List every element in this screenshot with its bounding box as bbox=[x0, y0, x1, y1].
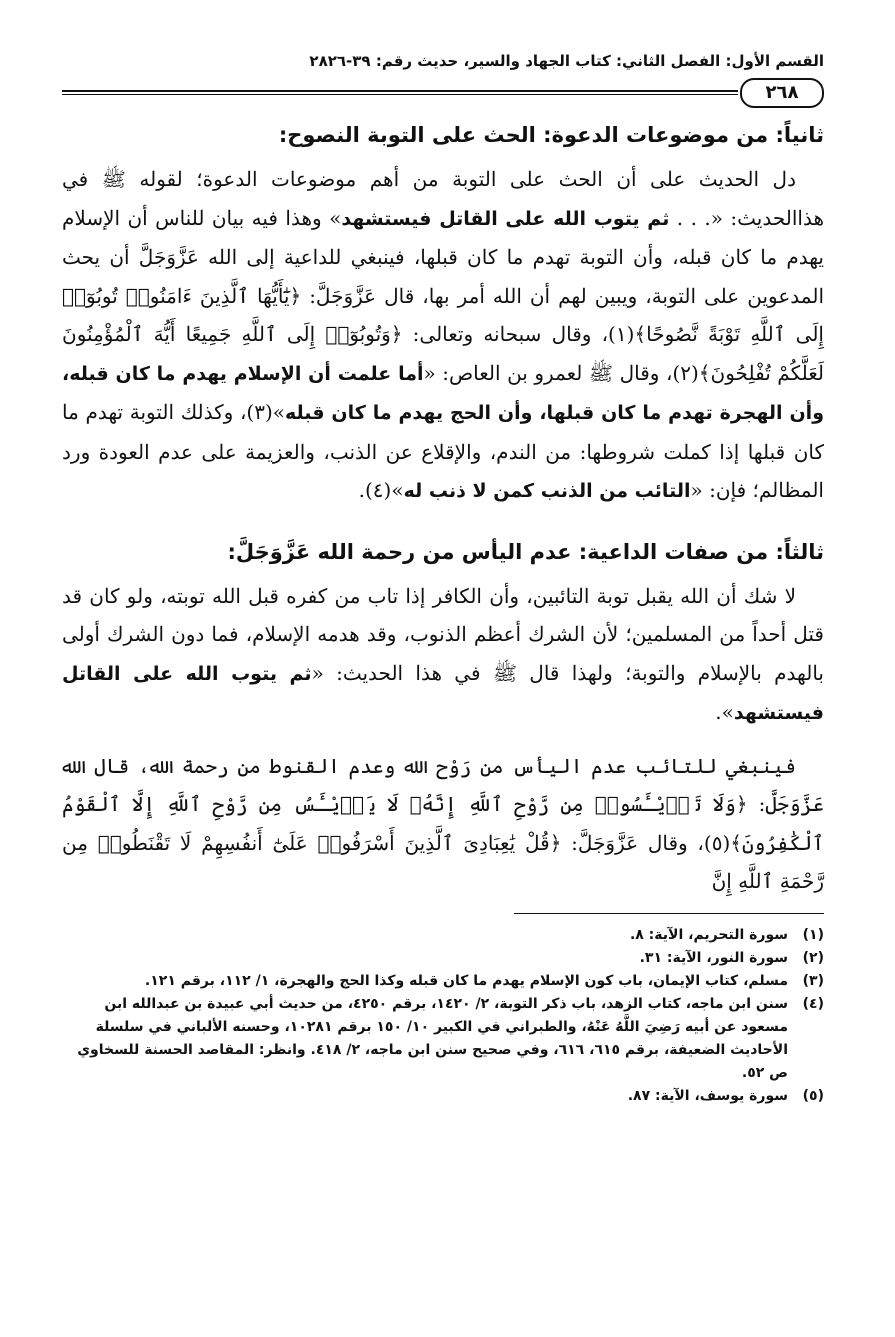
footnote-rule bbox=[514, 913, 824, 914]
hadith-quote: أما علمت أن الإسلام يهدم ما كان قبله، وأن الهجرة تهدم ما كان قبلها، وأن الحج يهدم ما كان قبله bbox=[62, 362, 825, 424]
paragraph-repentance bbox=[62, 160, 824, 511]
header-rule-row bbox=[62, 78, 824, 108]
footnote-text: مسلم، كتاب الإيمان، باب كون الإسلام يهدم ما كان قبله وكذا الحج والهجرة، ١/ ١١٢، برقم ١٢١. bbox=[144, 972, 788, 989]
footnote-number: (٥) bbox=[802, 1087, 824, 1104]
hadith-quote: ثم يتوب الله على القاتل فيستشهد bbox=[341, 207, 670, 230]
header-rule bbox=[62, 90, 738, 95]
paragraph-no-despair: فينبغي للتائب عدم اليأس من رَوْح الله وعدم القنوط من رحمة الله، قال الله عَزَّوَجَلَّ: ﴿وَلَا تَا۟يْـَٔسُوا۟ مِن رَّوْحِ ٱللَّهِ إِنَّهُۥ لَا يَا۟يْـَٔسُ مِن رَّوْحِ ٱللَّهِ إِلَّا ٱلْقَوْمُ ٱلْكَٰفِرُونَ﴾(٥)، وقال عَزَّوَجَلَّ: ﴿قُلْ يَٰعِبَادِىَ ٱلَّذِينَ أَسْرَفُوا۟ عَلَىٰٓ أَنفُسِهِمْ لَا تَقْنَطُوا۟ مِن رَّحْمَةِ ٱللَّهِ إِنَّ bbox=[62, 753, 824, 893]
text-run: ». bbox=[715, 700, 734, 724]
text-run: »(٣)، وكذلك التوبة تهدم ما كان قبلها إذا كملت شروطها: من الندم، والإقلاع عن الذنب، والعزيمة على عدم العودة ورد المظالم؛ فإن: « bbox=[62, 400, 824, 502]
footnote-number: (١) bbox=[802, 926, 824, 943]
footnote-text: سنن ابن ماجه، كتاب الزهد، باب ذكر التوبة، ٢/ ١٤٢٠، برقم ٤٢٥٠، من حديث أبي عبيدة بن عبدالله ابن مسعود عن أبيه رَضِيَ اللَّهُ عَنْهُ، والطبراني في الكبير ١٠/ ١٥٠ برقم ١٠٢٨١، وحسنه الألباني في سلسلة الأحاديث الضعيفة، برقم ٦١٥، ٦١٦، وفي صحيح سنن ابن ماجه، ٢/ ٤١٨. وانظر: المقاصد الحسنة للسخاوي ص ٥٢. bbox=[77, 995, 788, 1081]
footnote-number: (٢) bbox=[802, 949, 824, 966]
footnote bbox=[62, 924, 824, 947]
footnote-number: (٤) bbox=[802, 995, 824, 1012]
hadith-quote: ثم يتوب الله على القاتل فيستشهد bbox=[62, 662, 824, 724]
text-run: دل الحديث على أن الحث على التوبة من أهم موضوعات الدعوة؛ لقوله ﷺ في هذاالحديث: «. . . bbox=[62, 167, 825, 230]
text-run: »(٤). bbox=[358, 478, 404, 502]
spacer bbox=[62, 511, 824, 525]
footnote-text: سورة يوسف، الآية: ٨٧. bbox=[627, 1087, 788, 1104]
hadith-quote: التائب من الذنب كمن لا ذنب له bbox=[403, 480, 691, 502]
paragraph-acceptance bbox=[62, 577, 824, 733]
footnote-text: سورة التحريم، الآية: ٨. bbox=[629, 926, 788, 943]
page-number: ٢٦٨ bbox=[740, 78, 824, 108]
footnote bbox=[62, 947, 824, 970]
spacer bbox=[62, 733, 824, 747]
footnote bbox=[62, 993, 824, 1085]
footnotes bbox=[62, 924, 824, 1108]
footnote bbox=[62, 970, 824, 993]
section-heading-2: ثانياً: من موضوعات الدعوة: الحث على التوبة النصوح: bbox=[278, 123, 824, 147]
text-run: لا شك أن الله يقبل توبة التائبين، وأن الكافر إذا تاب من كفره قبل الله توبته، ولو كان قد قتل أحداً من المسلمين؛ لأن الشرك أعظم الذنوب، وقد هدمه الإسلام، فما دون الشرك أولى بالهدم بالإسلام والتوبة؛ ولهذا قال ﷺ في هذا الحديث: « bbox=[62, 583, 824, 685]
text-run: » وهذا فيه بيان للناس أن الإسلام يهدم ما كان قبله، وأن التوبة تهدم ما كان قبلها، فينبغي للداعية إلى الله عَزَّوَجَلَّ أن يحث المدعوين على التوبة، ويبين لهم أن الله أمر بها، قال عَزَّوَجَلَّ: ﴿يَٰٓأَيُّهَا ٱلَّذِينَ ءَامَنُوا۟ تُوبُوٓا۟ إِلَى ٱللَّهِ تَوْبَةً نَّصُوحًا﴾(١)، وقال سبحانه وتعالى: ﴿وَتُوبُوٓا۟ إِلَى ٱللَّهِ جَمِيعًا أَيُّهَ ٱلْمُؤْمِنُونَ لَعَلَّكُمْ تُفْلِحُونَ﴾(٢)، وقال ﷺ لعمرو بن العاص: « bbox=[62, 205, 825, 385]
footnote-number: (٣) bbox=[802, 972, 824, 989]
footnote-text: سورة النور، الآية: ٣١. bbox=[639, 949, 788, 966]
footnote bbox=[62, 1085, 824, 1108]
book-page bbox=[62, 50, 824, 1108]
section-heading-3: ثالثاً: من صفات الداعية: عدم اليأس من رحمة الله عَزَّوَجَلَّ: bbox=[227, 539, 824, 564]
running-header: القسم الأول: الفصل الثاني: كتاب الجهاد والسير، حديث رقم: ٣٩-٢٨٢٦ bbox=[309, 52, 824, 70]
